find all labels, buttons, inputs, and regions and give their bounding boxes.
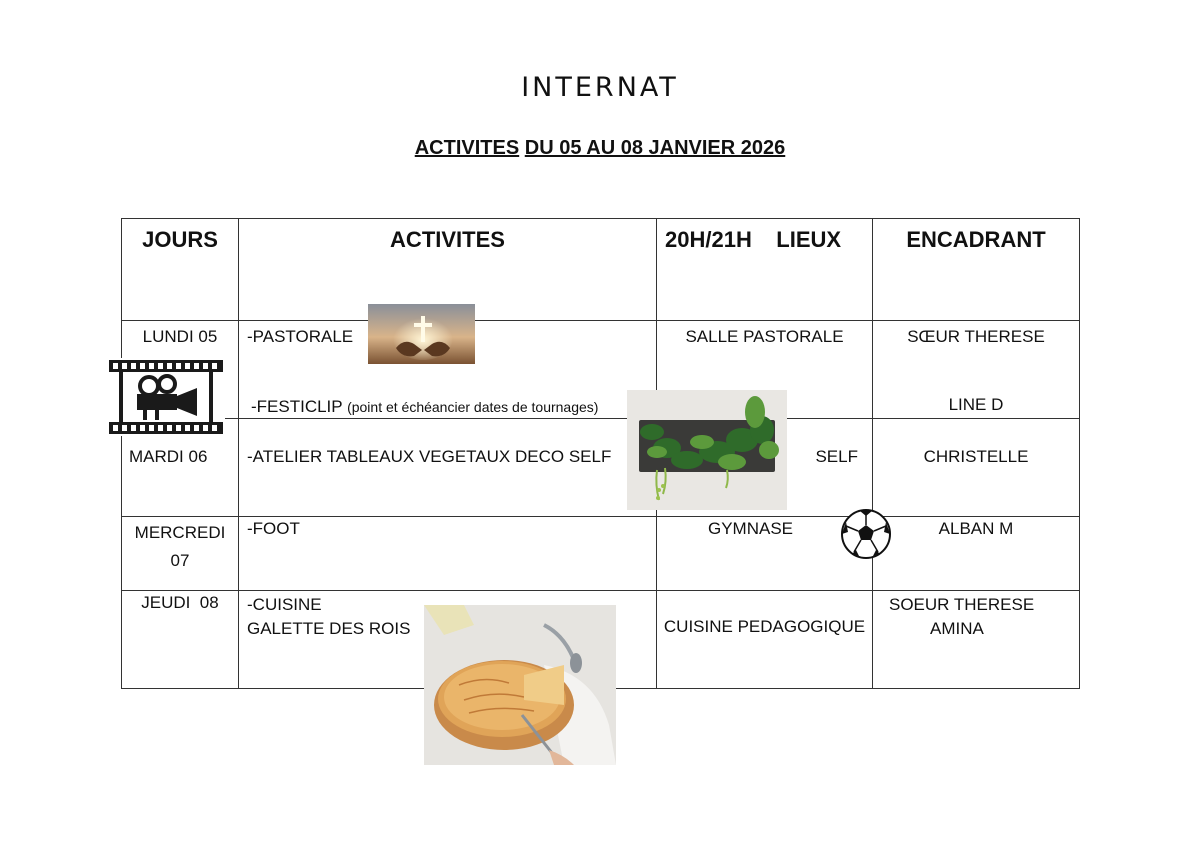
table-row <box>122 419 1080 517</box>
activity-cell: -ATELIER TABLEAUX VEGETAUX DECO SELF <box>239 419 657 517</box>
supervisor-2: LINE D <box>948 395 1004 414</box>
supervisor-cell: SŒUR THERESE LINE D <box>873 321 1080 419</box>
place-cell: SELF <box>657 419 873 517</box>
soccer-ball-icon <box>840 508 892 560</box>
day-cell: LUNDI 05 <box>122 321 239 419</box>
header-days: JOURS <box>122 219 239 321</box>
day-cell: MERCREDI 07 <box>122 517 239 591</box>
film-camera-icon <box>107 358 225 436</box>
day-cell: JEUDI 08 <box>122 591 239 689</box>
document-subtitle <box>0 137 1200 160</box>
place-cell: CUISINE PEDAGOGIQUE <box>657 591 873 689</box>
table-row <box>122 517 1080 591</box>
header-time-places: 20H/21H LIEUX <box>657 219 873 321</box>
activity-festiclip: -FESTICLIP (point et échéancier dates de tournages) <box>251 397 599 416</box>
table-header-row <box>122 219 1080 321</box>
activity-cell: -CUISINE GALETTE DES ROIS <box>239 591 657 689</box>
place-cell: SALLE PASTORALE <box>657 321 873 419</box>
day-cell: MARDI 06 <box>122 419 239 517</box>
header-activities: ACTIVITES <box>239 219 657 321</box>
document-title: INTERNAT <box>521 72 679 103</box>
praying-hands-cross-image <box>368 304 475 364</box>
header-supervisor: ENCADRANT <box>873 219 1080 321</box>
activity-text: -PASTORALE <box>247 327 354 346</box>
supervisor-cell: CHRISTELLE <box>873 419 1080 517</box>
supervisor-cell: ALBAN M <box>873 517 1080 591</box>
subtitle-part2: DU 05 AU 08 JANVIER 2026 <box>524 137 786 159</box>
plant-wall-image <box>627 390 787 510</box>
galette-des-rois-image <box>424 605 616 765</box>
place-cell: GYMNASE <box>657 517 873 591</box>
supervisor-cell: SOEUR THERESE AMINA <box>873 591 1080 689</box>
activity-cell: -FOOT <box>239 517 657 591</box>
subtitle-part1: ACTIVITES <box>414 137 520 159</box>
table-row <box>122 321 1080 419</box>
